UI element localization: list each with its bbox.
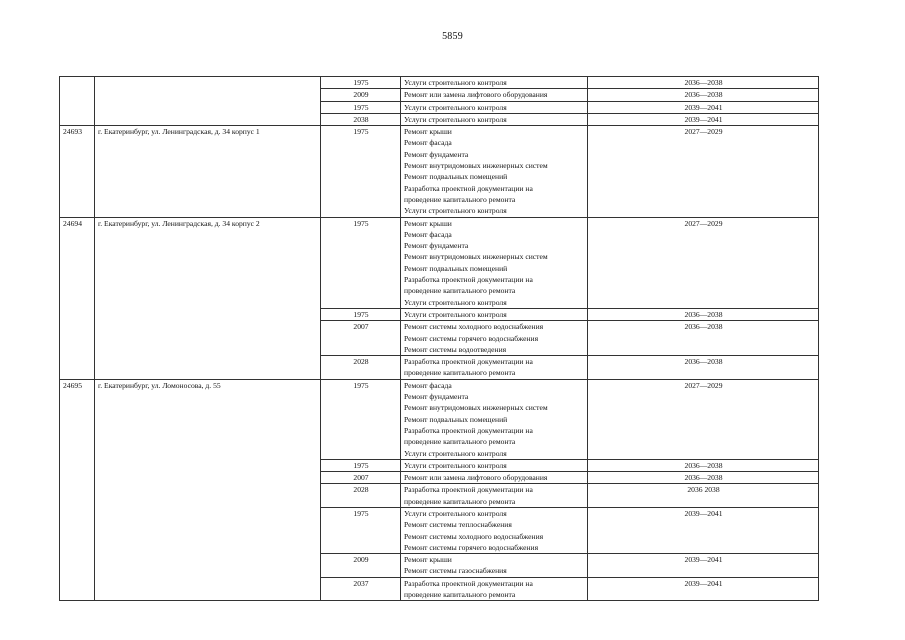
work-item: Ремонт или замена лифтового оборудования <box>404 473 548 483</box>
period-cell: 2036—2038 <box>588 321 819 356</box>
period-cell: 2039—2041 <box>588 507 819 553</box>
works-cell <box>401 356 588 380</box>
works-cell <box>401 472 588 484</box>
work-item: проведение капитального ремонта <box>404 437 516 447</box>
period-cell: 2036—2038 <box>588 459 819 471</box>
work-item: Ремонт внутридомовых инженерных систем <box>404 403 548 413</box>
work-item: Услуги строительного контроля <box>404 508 507 518</box>
work-item: Ремонт подвальных помещений <box>404 414 508 424</box>
period-cell: 2027—2029 <box>588 217 819 308</box>
works-cell <box>401 379 588 459</box>
works-cell <box>401 321 588 356</box>
work-item: Ремонт или замена лифтового оборудования <box>404 90 548 100</box>
table-row <box>60 77 819 89</box>
works-cell <box>401 554 588 578</box>
period-cell: 2036—2038 <box>588 356 819 380</box>
work-item: Ремонт крыши <box>404 218 452 228</box>
address-cell: г. Екатеринбург, ул. Ленинградская, д. 34 корпус 1 <box>95 126 321 217</box>
work-item: Ремонт фасада <box>404 380 452 390</box>
work-item: проведение капитального ремонта <box>404 286 516 296</box>
year-cell: 1975 <box>321 459 401 471</box>
table-row <box>60 379 819 459</box>
work-item: Разработка проектной документации на <box>404 578 533 588</box>
year-cell: 1975 <box>321 308 401 320</box>
work-item: Услуги строительного контроля <box>404 297 507 307</box>
year-cell: 2038 <box>321 113 401 125</box>
work-item: Ремонт крыши <box>404 555 452 565</box>
work-item: Ремонт крыши <box>404 127 452 137</box>
works-cell <box>401 113 588 125</box>
year-cell: 2007 <box>321 472 401 484</box>
work-item: Ремонт системы холодного водоснабжения <box>404 531 544 541</box>
table-row <box>60 217 819 308</box>
work-item: Ремонт системы водоотведения <box>404 344 507 354</box>
work-item: Ремонт фасада <box>404 138 452 148</box>
house-id-cell: 24693 <box>60 126 95 217</box>
house-id-cell: 24695 <box>60 379 95 601</box>
work-item: проведение капитального ремонта <box>404 590 516 600</box>
work-item: Ремонт внутридомовых инженерных систем <box>404 252 548 262</box>
year-cell: 1975 <box>321 217 401 308</box>
period-cell: 2027—2029 <box>588 379 819 459</box>
works-cell <box>401 507 588 553</box>
work-item: Услуги строительного контроля <box>404 460 507 470</box>
period-cell: 2039—2041 <box>588 577 819 601</box>
work-item: Услуги строительного контроля <box>404 102 507 112</box>
works-cell <box>401 459 588 471</box>
period-cell: 2036—2038 <box>588 308 819 320</box>
period-cell: 2039—2041 <box>588 113 819 125</box>
address-cell <box>95 77 321 126</box>
table-row <box>60 126 819 217</box>
period-cell: 2039—2041 <box>588 101 819 113</box>
year-cell: 1975 <box>321 101 401 113</box>
year-cell: 2037 <box>321 577 401 601</box>
works-cell <box>401 101 588 113</box>
work-item: Услуги строительного контроля <box>404 78 507 87</box>
period-cell: 2039—2041 <box>588 554 819 578</box>
work-item: Ремонт системы теплоснабжения <box>404 520 512 530</box>
year-cell: 2007 <box>321 321 401 356</box>
work-item: Разработка проектной документации на <box>404 485 533 495</box>
works-cell <box>401 77 588 89</box>
address-cell: г. Екатеринбург, ул. Ленинградская, д. 34 корпус 2 <box>95 217 321 379</box>
house-id-cell <box>60 77 95 126</box>
capital-repair-table <box>59 76 819 601</box>
period-cell: 2036—2038 <box>588 77 819 89</box>
work-item: Ремонт фундамента <box>404 241 469 251</box>
works-cell <box>401 89 588 101</box>
year-cell: 1975 <box>321 379 401 459</box>
work-item: Ремонт подвальных помещений <box>404 172 508 182</box>
work-item: Разработка проектной документации на <box>404 357 533 367</box>
address-cell: г. Екатеринбург, ул. Ломоносова, д. 55 <box>95 379 321 601</box>
work-item: Ремонт внутридомовых инженерных систем <box>404 161 548 171</box>
works-cell <box>401 217 588 308</box>
year-cell: 2028 <box>321 356 401 380</box>
year-cell: 2009 <box>321 89 401 101</box>
work-item: Ремонт подвальных помещений <box>404 263 508 273</box>
period-cell: 2027—2029 <box>588 126 819 217</box>
work-item: Разработка проектной документации на <box>404 425 533 435</box>
work-item: Услуги строительного контроля <box>404 309 507 319</box>
page-number: 5859 <box>442 31 463 42</box>
work-item: Разработка проектной документации на <box>404 183 533 193</box>
period-cell: 2036 2038 <box>588 484 819 508</box>
work-item: Услуги строительного контроля <box>404 206 507 216</box>
work-item: проведение капитального ремонта <box>404 194 516 204</box>
year-cell: 1975 <box>321 507 401 553</box>
period-cell: 2036—2038 <box>588 89 819 101</box>
work-item: Ремонт фасада <box>404 229 452 239</box>
year-cell: 1975 <box>321 126 401 217</box>
year-cell: 2028 <box>321 484 401 508</box>
year-cell: 1975 <box>321 77 401 89</box>
work-item: Ремонт системы горячего водоснабжения <box>404 333 539 343</box>
works-cell <box>401 308 588 320</box>
works-cell <box>401 126 588 217</box>
work-item: Услуги строительного контроля <box>404 448 507 458</box>
work-item: Услуги строительного контроля <box>404 114 507 124</box>
works-cell <box>401 577 588 601</box>
period-cell: 2036—2038 <box>588 472 819 484</box>
work-item: Ремонт фундамента <box>404 149 469 159</box>
work-item: Ремонт системы газоснабжения <box>404 566 507 576</box>
year-cell: 2009 <box>321 554 401 578</box>
work-item: Ремонт системы холодного водоснабжения <box>404 322 544 332</box>
work-item: Разработка проектной документации на <box>404 275 533 285</box>
work-item: Ремонт системы горячего водоснабжения <box>404 542 539 552</box>
work-item: проведение капитального ремонта <box>404 496 516 506</box>
house-id-cell: 24694 <box>60 217 95 379</box>
work-item: проведение капитального ремонта <box>404 368 516 378</box>
work-item: Ремонт фундамента <box>404 392 469 402</box>
works-cell <box>401 484 588 508</box>
